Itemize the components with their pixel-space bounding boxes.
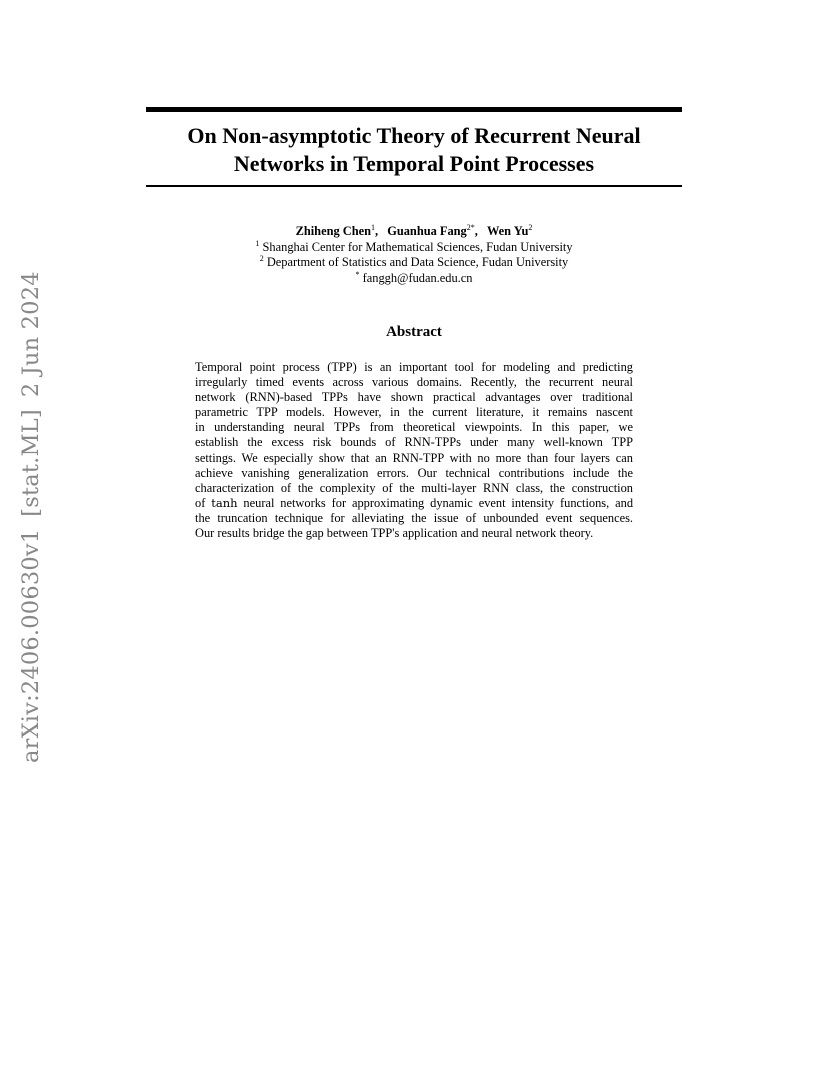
abstract-line: in understanding neural TPPs from theoretical viewpoints. In this paper, we xyxy=(195,420,633,435)
arxiv-id: arXiv:2406.00630v1 xyxy=(18,528,44,763)
title-line-1: On Non-asymptotic Theory of Recurrent Neural xyxy=(187,123,641,148)
tanh-math: tanh xyxy=(211,495,238,510)
abstract-line: settings. We especially show that an RNN-TPP with no more than four layers can xyxy=(195,450,633,465)
affiliation-2: $^2$ Department of Statistics and Data Science, Fudan University xyxy=(259,254,569,269)
abstract-line: Temporal point process (TPP) is an important tool for modeling and predicting xyxy=(195,360,633,374)
abstract-line: network (RNN)-based TPPs have shown practical advantages over traditional xyxy=(195,390,633,405)
paper-title xyxy=(146,122,682,178)
arxiv-stamp xyxy=(18,259,44,763)
arxiv-date: 2 Jun 2024 xyxy=(18,271,44,398)
abstract-line: irregularly timed events across various domains. Recently, the recurrent neural xyxy=(195,375,633,390)
abstract-line: of tanh neural networks for approximating dynamic event intensity functions, and xyxy=(195,495,634,510)
author-fang: Guanhua Fang$^{2*}$, xyxy=(387,223,478,238)
author-block xyxy=(146,224,682,286)
corresponding-email: * fanggh@fudan.edu.cn xyxy=(355,269,473,285)
title-rule xyxy=(146,185,682,187)
affiliation-1: $^1$ Shanghai Center for Mathematical Sciences, Fudan University xyxy=(255,238,573,254)
abstract-line: achieve vanishing generalization errors. Our technical contributions include the xyxy=(195,465,633,480)
abstract-line: the truncation technique for alleviating the issue of unbounded event sequences. xyxy=(195,510,633,525)
abstract-line: characterization of the complexity of the multi-layer RNN class, the construction xyxy=(195,480,633,495)
abstract-heading: Abstract xyxy=(386,324,442,340)
arxiv-category: [stat.ML] xyxy=(18,409,44,517)
abstract-line: Our results bridge the gap between TPP's application and neural network theory. xyxy=(195,526,594,541)
abstract-line: establish the excess risk bounds of RNN-TPPs under many well-known TPP xyxy=(195,435,633,450)
author-chen: Zhiheng Chen$^1$, xyxy=(295,223,379,238)
abstract-body xyxy=(195,360,633,541)
author-yu: Wen Yu$^2$ xyxy=(486,223,533,238)
title-line-2: Networks in Temporal Point Processes xyxy=(233,151,595,176)
top-rule xyxy=(146,107,682,112)
author-names xyxy=(146,224,682,240)
abstract-line: parametric TPP models. However, in the current literature, it remains nascent xyxy=(195,405,633,420)
